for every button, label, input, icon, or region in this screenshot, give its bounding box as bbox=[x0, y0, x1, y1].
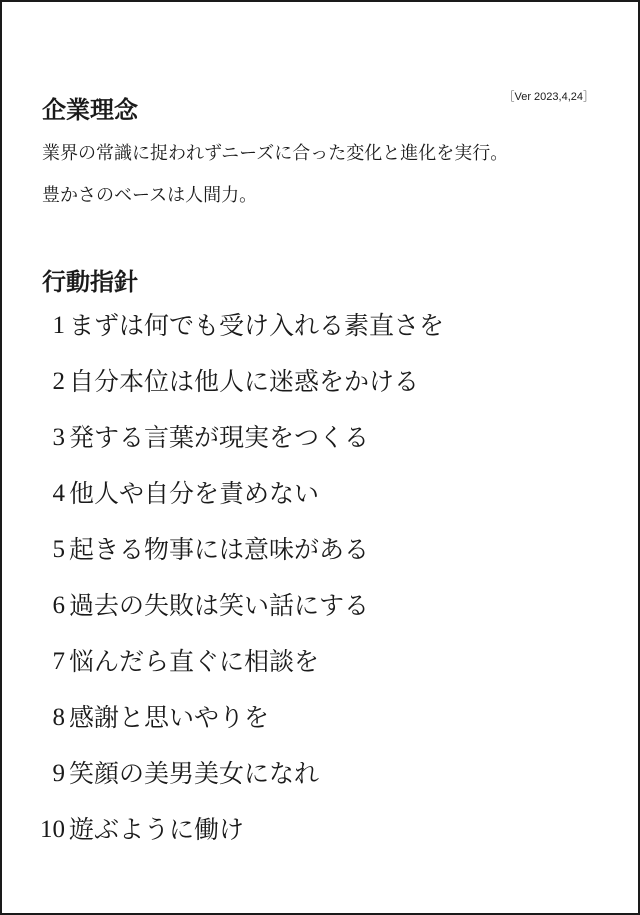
guideline-number: 2 bbox=[52, 368, 65, 395]
guideline-text: まずは何でも受け入れる素直さを bbox=[69, 311, 445, 340]
guideline-number: 6 bbox=[52, 592, 65, 619]
guideline-number: 9 bbox=[52, 760, 65, 787]
guideline-item bbox=[2, 698, 640, 754]
version-label: ［Ver 2023,4,24］ bbox=[503, 91, 594, 103]
guideline-text: 発する言葉が現実をつくる bbox=[69, 423, 370, 452]
guideline-text: 笑顔の美男美女になれ bbox=[69, 759, 320, 788]
guideline-text: 遊ぶように働け bbox=[69, 815, 245, 844]
guideline-item bbox=[2, 642, 640, 698]
guideline-item bbox=[2, 306, 640, 362]
guideline-number: 8 bbox=[52, 704, 65, 731]
philosophy-title: 企業理念 bbox=[42, 96, 138, 125]
guideline-number: 4 bbox=[52, 480, 65, 507]
guideline-number: 1 bbox=[52, 312, 65, 339]
guideline-text: 過去の失敗は笑い話にする bbox=[69, 591, 370, 620]
guideline-number: 3 bbox=[52, 424, 65, 451]
guideline-item bbox=[2, 530, 640, 586]
guideline-item bbox=[2, 586, 640, 642]
philosophy-line: 業界の常識に捉われずニーズに合った変化と進化を実行。 bbox=[42, 143, 509, 164]
guideline-item bbox=[2, 362, 640, 418]
guidelines-list bbox=[2, 306, 640, 866]
guideline-item bbox=[2, 810, 640, 866]
guideline-text: 自分本位は他人に迷惑をかける bbox=[69, 367, 420, 396]
guideline-text: 他人や自分を責めない bbox=[69, 479, 320, 508]
guideline-number: 10 bbox=[40, 816, 65, 843]
philosophy-line: 豊かさのベースは人間力。 bbox=[42, 185, 258, 206]
guideline-text: 感謝と思いやりを bbox=[69, 703, 270, 732]
guideline-number: 5 bbox=[52, 536, 65, 563]
guideline-text: 起きる物事には意味がある bbox=[69, 535, 370, 564]
guidelines-title: 行動指針 bbox=[42, 267, 138, 296]
guideline-item bbox=[2, 474, 640, 530]
guideline-item bbox=[2, 754, 640, 810]
guideline-item bbox=[2, 418, 640, 474]
guideline-number: 7 bbox=[52, 648, 65, 675]
guideline-text: 悩んだら直ぐに相談を bbox=[69, 647, 320, 676]
